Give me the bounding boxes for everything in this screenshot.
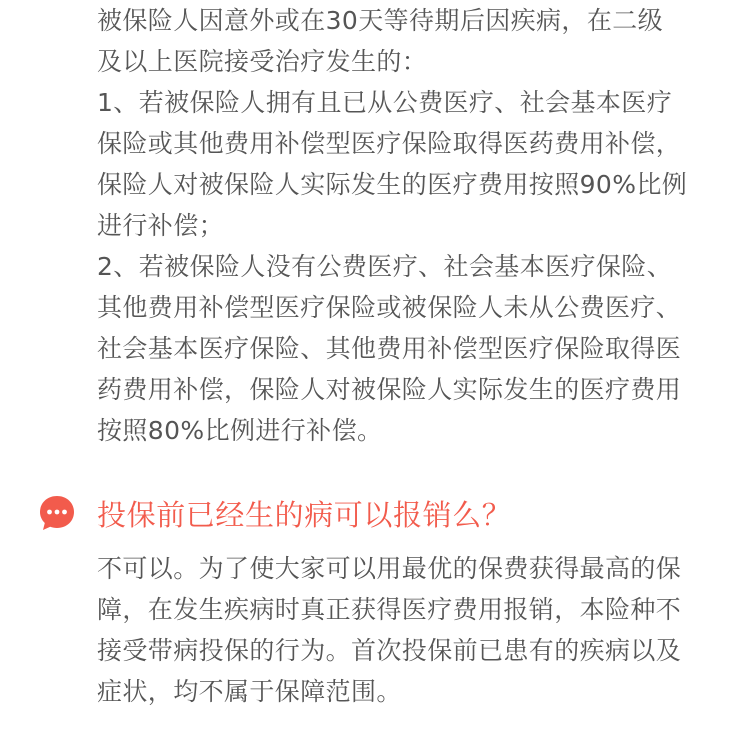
coverage-line: 按照80%比例进行补偿。: [97, 416, 383, 445]
coverage-line: 2、若被保险人没有公费医疗、社会基本医疗保险、: [97, 252, 673, 281]
coverage-line: 及以上医院接受治疗发生的：: [97, 47, 428, 76]
coverage-line: 保险人对被保险人实际发生的医疗费用按照90%比例: [97, 170, 688, 199]
faq-answer-line: 症状，均不属于保障范围。: [97, 677, 402, 706]
faq-answer: [97, 548, 717, 712]
coverage-line: 其他费用补偿型医疗保险或被保险人未从公费医疗、: [97, 293, 682, 322]
coverage-paragraph: [97, 0, 717, 451]
coverage-line: 药费用补偿，保险人对被保险人实际发生的医疗费用: [97, 375, 682, 404]
coverage-line: 社会基本医疗保险、其他费用补偿型医疗保险取得医: [97, 334, 682, 363]
coverage-line: 保险或其他费用补偿型医疗保险取得医药费用补偿，: [97, 129, 682, 158]
faq-answer-line: 不可以。为了使大家可以用最优的保费获得最高的保: [97, 554, 682, 583]
faq-heading: [38, 491, 511, 535]
chat-bubble-icon: [38, 494, 76, 532]
coverage-line: 被保险人因意外或在30天等待期后因疾病，在二级: [97, 6, 664, 35]
faq-answer-line: 接受带病投保的行为。首次投保前已患有的疾病以及: [97, 636, 682, 665]
coverage-line: 1、若被保险人拥有且已从公费医疗、社会基本医疗: [97, 88, 673, 117]
coverage-line: 进行补偿；: [97, 211, 225, 240]
faq-answer-line: 障，在发生疾病时真正获得医疗费用报销，本险种不: [97, 595, 682, 624]
faq-question: 投保前已经生的病可以报销么？: [97, 497, 512, 532]
